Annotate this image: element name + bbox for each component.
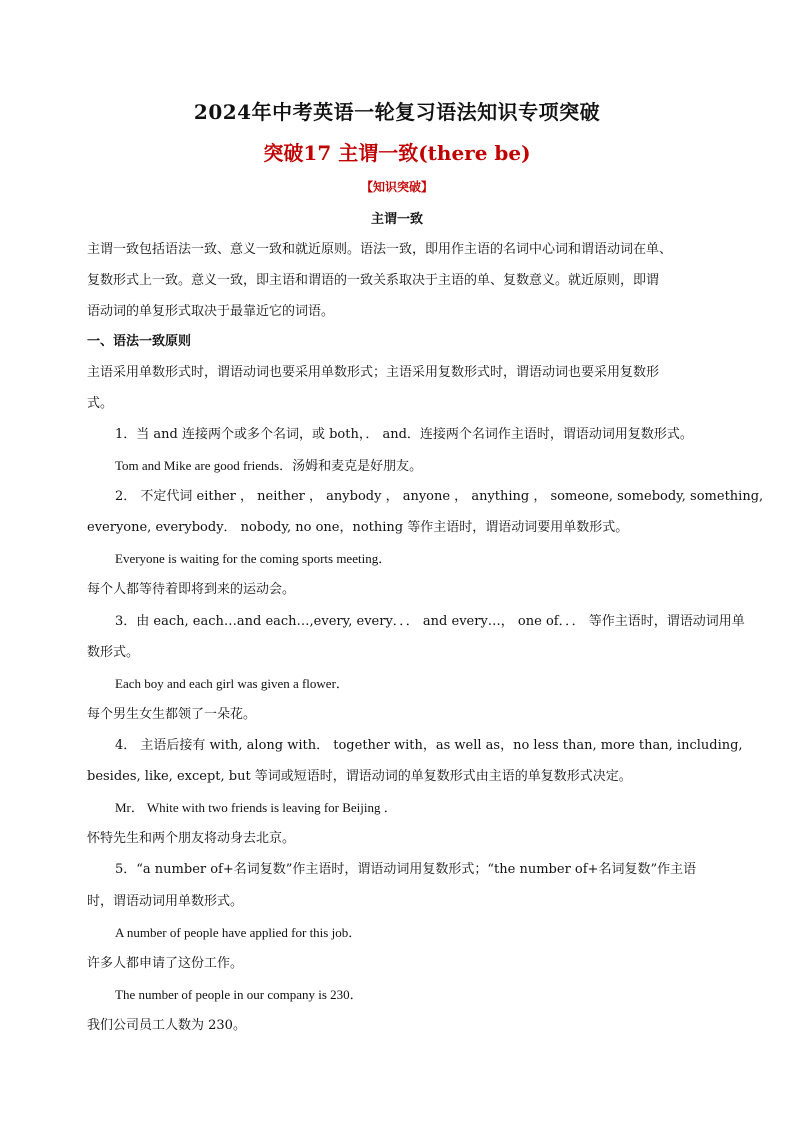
rule-2-line-1: 2． 不定代词 either ， neither ， anybody ， anyone ， anything ， someone, somebody, something, [115, 489, 764, 504]
rule-3-example: Each boy and each girl was given a flower． [115, 676, 349, 691]
rule-5-line-2: 时，谓语动词用单数形式。 [87, 894, 244, 909]
part1-intro-line-1: 主语采用单数形式时，谓语动词也要采用单数形式；主语采用复数形式时，谓语动词也要采用复数形 [87, 365, 660, 380]
rule-1: 1．当 and 连接两个或多个名词，或 both，． and．连接两个名词作主语时，谓语动词用复数形式。 [115, 427, 693, 442]
document-subtitle: 突破17 主谓一致(there be) [263, 141, 531, 165]
section-heading: 主谓一致 [370, 212, 423, 227]
intro-line-2: 复数形式上一致。意义一致，即主语和谓语的一致关系取决于主语的单、复数意义。就近原则，即谓 [87, 273, 660, 288]
rule-5-example-2: The number of people in our company is 230． [115, 987, 363, 1002]
rule-1-example: Tom and Mike are good friends．汤姆和麦克是好朋友。 [115, 458, 423, 473]
rule-5-example-1: A number of people have applied for this job． [115, 925, 362, 940]
rule-5-line-1: 5．“a number of+名词复数”作主语时，谓语动词用复数形式；“the number of+名词复数”作主语 [115, 862, 697, 877]
rule-3-line-1: 3．由 each, each…and each…,every, every．．． and every…， one of．．． 等作主语时，谓语动词用单 [115, 614, 745, 629]
rule-3-translation: 每个男生女生都领了一朵花。 [87, 707, 257, 722]
intro-line-3: 语动词的单复形式取决于最靠近它的词语。 [87, 304, 335, 319]
rule-4-translation: 怀特先生和两个朋友将动身去北京。 [87, 831, 296, 846]
part1-intro-line-2: 式。 [87, 396, 114, 411]
rule-4-example: Mr． White with two friends is leaving for Beijing ． [115, 800, 397, 815]
section-tag: 【知识突破】 [360, 180, 433, 194]
part1-heading: 一、语法一致原则 [87, 334, 192, 349]
rule-5-translation-2: 我们公司员工人数为 230。 [87, 1018, 246, 1033]
rule-4-line-2: besides, like, except, but 等词或短语时，谓语动词的单复数形式由主语的单复数形式决定。 [87, 769, 632, 784]
rule-2-translation: 每个人都等待着即将到来的运动会。 [87, 582, 296, 597]
rule-2-example: Everyone is waiting for the coming sports meeting． [115, 551, 392, 566]
rule-2-line-2: everyone, everybody． nobody, no one，nothing 等作主语时，谓语动词要用单数形式。 [87, 520, 629, 535]
rule-4-line-1: 4． 主语后接有 with, along with． together with，as well as，no less than, more than, including, [115, 738, 743, 753]
rule-5-translation-1: 许多人都申请了这份工作。 [87, 956, 244, 971]
rule-3-line-2: 数形式。 [87, 645, 140, 660]
intro-line-1: 主谓一致包括语法一致、意义一致和就近原则。语法一致，即用作主语的名词中心词和谓语动词在单、 [87, 242, 673, 257]
document-title: 2024年中考英语一轮复习语法知识专项突破 [193, 100, 601, 124]
